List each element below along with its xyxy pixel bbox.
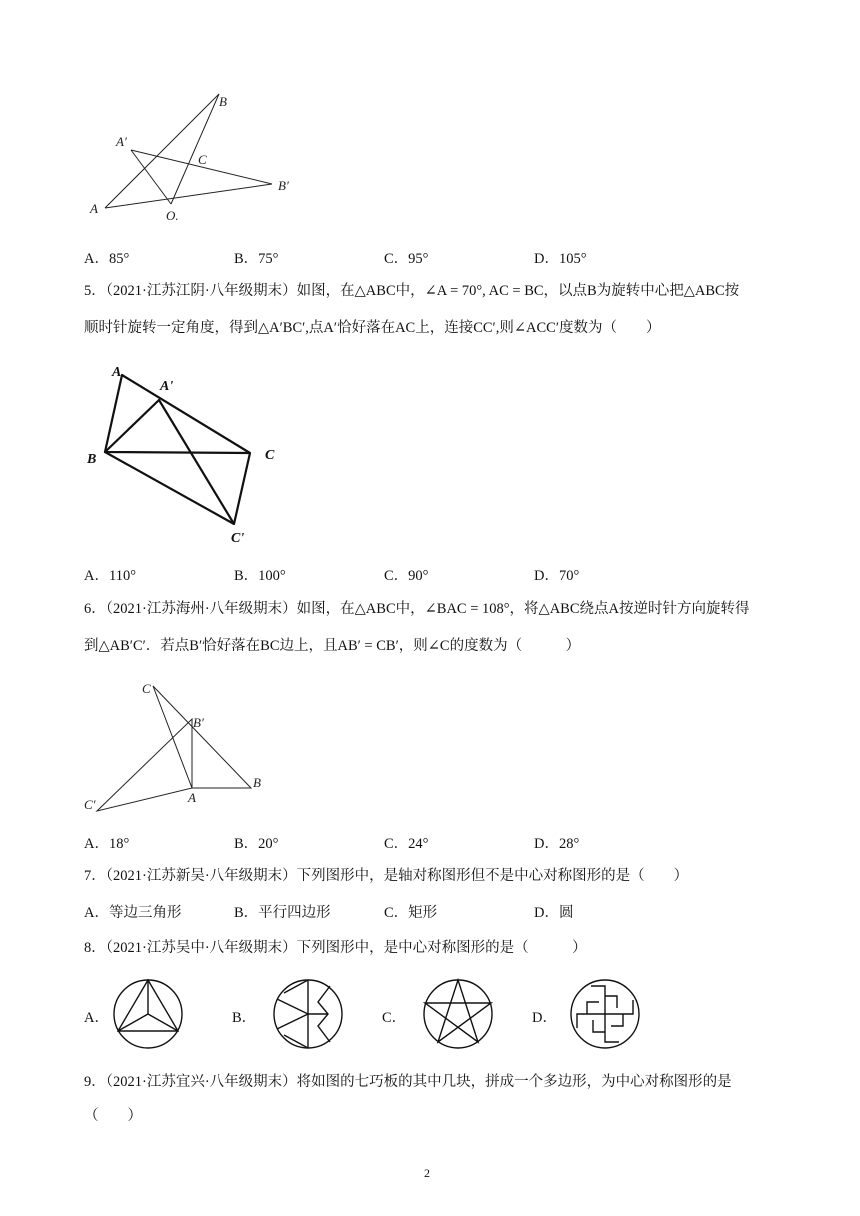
label-a: A bbox=[112, 365, 122, 380]
q8-option-a-label[interactable]: A． bbox=[84, 1010, 109, 1026]
q8-option-d-label[interactable]: D． bbox=[532, 1010, 557, 1026]
q4-options bbox=[84, 247, 784, 269]
q7-option-c[interactable]: C．矩形 bbox=[384, 905, 438, 921]
q6-figure bbox=[80, 675, 280, 820]
q4-option-d[interactable]: D．105° bbox=[534, 251, 587, 267]
triangle-abc bbox=[105, 375, 250, 453]
label-b: B bbox=[253, 775, 261, 790]
page-number: 2 bbox=[424, 1166, 430, 1180]
label-b: B bbox=[87, 452, 97, 467]
label-a-prime: A′ bbox=[116, 134, 127, 149]
q4-option-c[interactable]: C．95° bbox=[384, 251, 429, 267]
triangle-ab-prime-c-prime bbox=[97, 719, 192, 811]
q8-option-b-label[interactable]: B． bbox=[232, 1010, 257, 1026]
q7-option-b[interactable]: B．平行四边形 bbox=[234, 905, 331, 921]
q8-option-c-figure[interactable] bbox=[418, 974, 498, 1054]
q4-option-b[interactable]: B．75° bbox=[234, 251, 279, 267]
q7-option-a[interactable]: A．等边三角形 bbox=[84, 905, 182, 921]
q6-stem-line2: 到△AB′C′．若点B′恰好落在BC边上，且AB′ = CB′，则∠C的度数为（ ） bbox=[84, 638, 581, 654]
label-c-prime: C' bbox=[231, 531, 245, 546]
q8-option-a-figure[interactable] bbox=[108, 974, 188, 1054]
label-a: A bbox=[90, 201, 98, 216]
label-a-prime: A' bbox=[160, 379, 174, 394]
label-o: O. bbox=[166, 208, 179, 223]
q8-option-c-label[interactable]: C． bbox=[382, 1010, 407, 1026]
triangle-a-prime-b-c-prime bbox=[105, 400, 234, 524]
q6-option-a[interactable]: A．18° bbox=[84, 836, 130, 852]
label-c: C bbox=[265, 448, 275, 463]
q7-stem-line1: 7．（2021·江苏新吴·八年级期末）下列图形中，是轴对称图形但不是中心对称图形的是（ ） bbox=[84, 868, 689, 884]
q5-options bbox=[84, 564, 784, 586]
line-ab-prime bbox=[105, 184, 272, 208]
q6-options bbox=[84, 832, 784, 854]
q5-stem-line2: 顺时针旋转一定角度，得到△A′BC′,点A′恰好落在AC上，连接CC′,则∠ACC′度数为（ ） bbox=[84, 320, 661, 336]
label-b-prime: B′ bbox=[278, 178, 289, 193]
q7-option-d[interactable]: D．圆 bbox=[534, 905, 574, 921]
q7-options bbox=[84, 901, 784, 923]
q5-option-b[interactable]: B．100° bbox=[234, 568, 286, 584]
line-bo bbox=[171, 94, 219, 204]
line-cc-prime bbox=[234, 453, 250, 524]
q6-option-d[interactable]: D．28° bbox=[534, 836, 580, 852]
q8-option-d-figure[interactable] bbox=[565, 974, 645, 1054]
q9-stem-line2: （ ） bbox=[84, 1108, 142, 1124]
q8-stem-line1: 8．（2021·江苏吴中·八年级期末）下列图形中，是中心对称图形的是（ ） bbox=[84, 940, 587, 956]
q8-option-b-figure[interactable] bbox=[268, 974, 348, 1054]
q5-figure bbox=[80, 360, 300, 550]
q4-figure bbox=[80, 90, 310, 230]
q6-option-b[interactable]: B．20° bbox=[234, 836, 279, 852]
q5-option-c[interactable]: C．90° bbox=[384, 568, 429, 584]
label-c: C bbox=[142, 681, 151, 696]
q6-option-c[interactable]: C．24° bbox=[384, 836, 429, 852]
label-c: C bbox=[198, 152, 207, 167]
q5-stem-line1: 5．（2021·江苏江阴·八年级期末）如图，在△ABC中，∠A = 70°, AC = BC，以点B为旋转中心把△ABC按 bbox=[84, 283, 740, 299]
triangle-abc bbox=[153, 686, 251, 788]
label-b-prime: B′ bbox=[193, 715, 204, 730]
label-a: A bbox=[188, 790, 196, 805]
line-ab bbox=[105, 94, 219, 208]
q6-stem-line1: 6．（2021·江苏海州·八年级期末）如图，在△ABC中，∠BAC = 108°，将△ABC绕点A按逆时针方向旋转得 bbox=[84, 601, 750, 617]
q5-option-d[interactable]: D．70° bbox=[534, 568, 580, 584]
q5-option-a[interactable]: A．110° bbox=[84, 568, 136, 584]
q9-stem-line1: 9．（2021·江苏宜兴·八年级期末）将如图的七巧板的其中几块，拼成一个多边形，为中心对称图形的是 bbox=[84, 1074, 732, 1090]
q4-option-a[interactable]: A．85° bbox=[84, 251, 130, 267]
label-c-prime: C′ bbox=[84, 797, 96, 812]
label-b: B bbox=[219, 94, 227, 109]
